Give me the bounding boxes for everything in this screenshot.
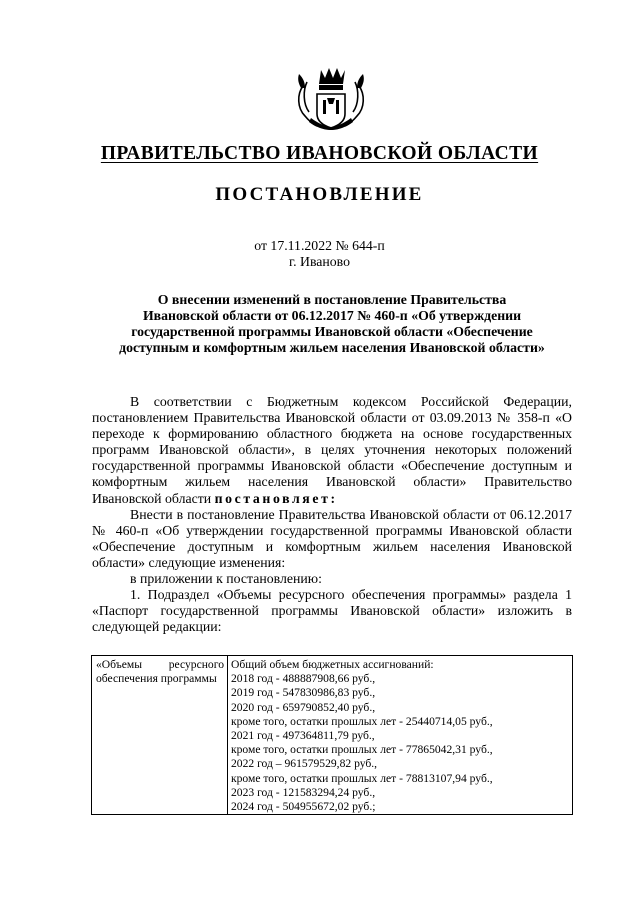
table-row (92, 656, 573, 815)
coat-of-arms-emblem (293, 64, 369, 130)
preamble-paragraph (92, 394, 572, 507)
table-line: 2019 год - 547830986,83 руб., (231, 686, 376, 700)
preamble-text: В соответствии с Бюджетным кодексом Российской Федерации, постановлением Правительства Ивановской области от 03.09.2013 № 358-п «О переходе к формированию областного бюджета на основе государственных программ Ивановской области», в целях уточнения некоторых положений государственной программы Ивановской области «Обеспечение доступным и комфортным жильем населения Ивановской области» Правительство Ивановской области (92, 394, 572, 506)
item-1-paragraph: 1. Подраздел «Объемы ресурсного обеспечения программы» раздела 1 «Паспорт государственной программы Ивановской области» изложить в следующей редакции: (92, 587, 572, 635)
document-body (92, 394, 572, 635)
city: г. Иваново (288, 254, 351, 269)
table-line: 2022 год – 961579529,82 руб., (231, 757, 378, 771)
document-title (92, 292, 572, 356)
table-line: 2020 год - 659790852,40 руб., (231, 700, 376, 714)
table-line: 2021 год - 497364811,79 руб., (231, 729, 375, 743)
date-and-place (0, 238, 639, 270)
organization-name: ПРАВИТЕЛЬСТВО ИВАНОВСКОЙ ОБЛАСТИ (100, 143, 539, 164)
amendment-paragraph: Внести в постановление Правительства Ивановской области от 06.12.2017 № 460-п «Об утверждении государственной программы Ивановской области «Обеспечение доступным и комфортным жильем населения Ивановской области» следующие изменения: (92, 506, 572, 570)
table-line: 2024 год - 504955672,02 руб.; (231, 800, 376, 814)
decree-word: постановляет: (214, 490, 338, 506)
document-type: ПОСТАНОВЛЕНИЕ (215, 184, 424, 205)
title-line: доступным и комфортным жильем населения Ивановской области» (119, 340, 545, 355)
table-label-cell (92, 656, 228, 815)
title-line: О внесении изменений в постановление Правительства (157, 292, 507, 307)
title-line: государственной программы Ивановской области «Обеспечение (131, 324, 533, 339)
title-line: Ивановской области от 06.12.2017 № 460-п «Об утверждении (142, 308, 522, 323)
table-line: 2023 год - 121583294,24 руб., (231, 785, 376, 799)
table-line: кроме того, остатки прошлых лет - 77865042,31 руб., (231, 743, 493, 757)
table-line: кроме того, остатки прошлых лет - 25440714,05 руб., (231, 714, 493, 728)
annex-paragraph: в приложении к постановлению: (130, 571, 322, 587)
table-label: «Объемы ресурсного обеспечения программы (96, 658, 224, 686)
table-line: кроме того, остатки прошлых лет - 78813107,94 руб., (231, 771, 493, 785)
resources-table (91, 655, 573, 815)
table-line: Общий объем бюджетных ассигнований: (231, 658, 434, 671)
date-number: от 17.11.2022 № 644-п (254, 238, 385, 253)
table-line: 2018 год - 488887908,66 руб., (231, 672, 376, 686)
table-values-cell (228, 656, 573, 815)
